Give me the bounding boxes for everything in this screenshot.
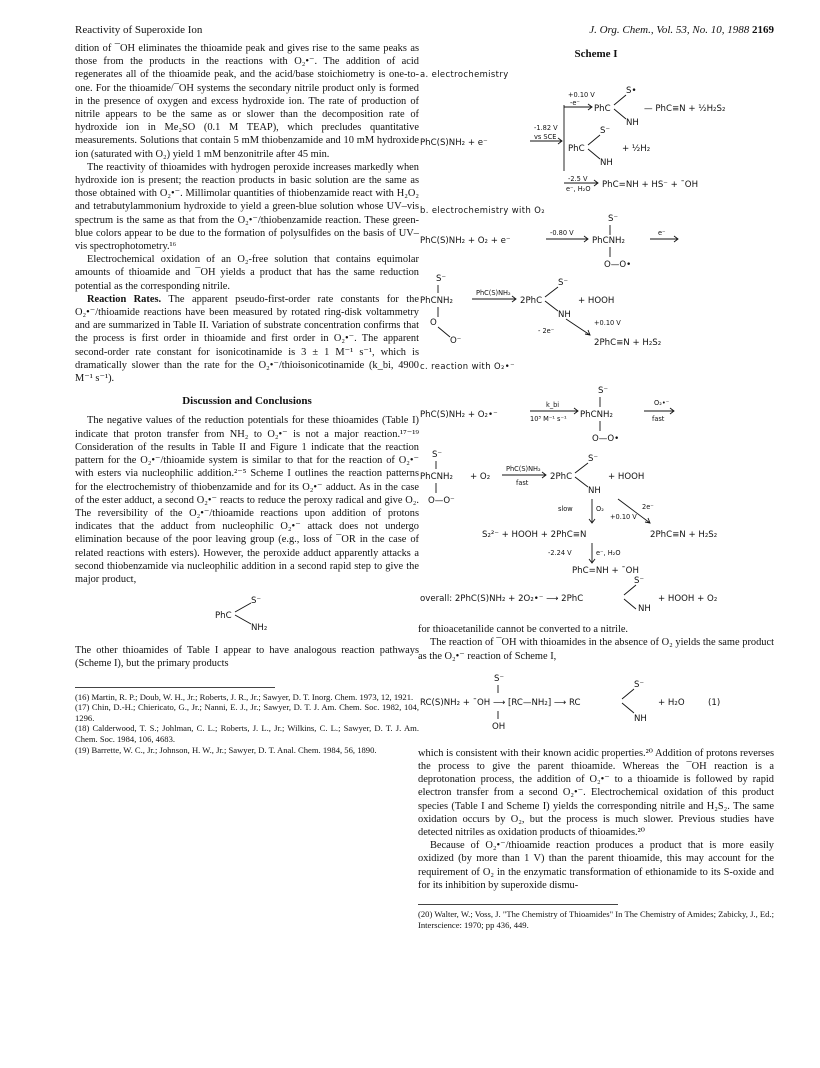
- footnote-rule: [75, 687, 275, 688]
- right-column: [418, 42, 774, 930]
- c-slow: slow: [558, 505, 573, 514]
- struct-label-s: S⁻: [558, 278, 568, 289]
- a-mid-product: + ½H₂: [622, 144, 651, 155]
- reactant-c: PhC(S)NH₂ + O₂•⁻: [420, 410, 498, 421]
- scheme-label-c: c. reaction with O₂•⁻: [420, 361, 515, 372]
- struct-label-s: S⁻: [432, 450, 442, 461]
- b-potential2: +0.10 V: [594, 319, 621, 328]
- journal-citation: [589, 24, 774, 36]
- thioamide-anion-structure: [187, 594, 307, 634]
- struct-label-nh: NH: [634, 713, 647, 724]
- paragraph: The reaction of ¯OH with thioamides in the absence of O₂ yields the same product as the O₂•⁻ reaction of Scheme I,: [418, 637, 774, 662]
- struct-label-nh: NH: [638, 604, 651, 612]
- overall-equation: overall: 2PhC(S)NH₂ + 2O₂•⁻ ⟶ 2PhC: [420, 594, 584, 605]
- a-top-product: — PhC≡N + ½H₂S₂: [644, 104, 726, 115]
- paragraph: Electrochemical oxidation of an O₂-free solution that contains equimolar amounts of thioamide and ¯OH yields a product that has the same reduction potential as the corresponding nitrile.: [75, 254, 419, 292]
- left-column: [75, 42, 419, 755]
- struct-label-nh: NH: [626, 118, 639, 129]
- c-potential2: -2.24 V: [548, 549, 572, 558]
- footnote: (19) Barrette, W. C., Jr.; Johnson, H. W., Jr.; Sawyer, D. T. Anal. Chem. 1984, 56, 1890.: [75, 744, 377, 755]
- scheme-label-b: b. electrochemistry with O₂: [420, 205, 545, 216]
- potential-a1: -1.82 V: [534, 124, 558, 133]
- potential-a1-ref: vs SCE: [534, 133, 557, 142]
- c-fast: fast: [652, 415, 665, 424]
- struct-label-phc: PhC: [568, 144, 585, 155]
- eq1-left: RC(S)NH₂ + ¯OH ⟶ [RC—NH₂] ⟶ RC: [420, 697, 581, 708]
- section-heading: Discussion and Conclusions: [182, 395, 312, 408]
- b-product1: 2PhC: [520, 296, 543, 307]
- b-reagent2: PhC(S)NH₂: [476, 289, 511, 298]
- b-electron: e⁻: [658, 229, 666, 238]
- b-peroxy-intermediate: PhCNH₂: [592, 236, 625, 247]
- c-potential2-reagents: e⁻, H₂O: [596, 549, 621, 558]
- c-reagent2: PhC(S)NH₂: [506, 465, 541, 474]
- footnote-rule: [418, 904, 618, 905]
- c-intermediate: PhCNH₂: [580, 410, 613, 421]
- paragraph-text: The apparent pseudo-first-order rate constants for the O₂•⁻/thioamide reactions have been measured by rotated ring-disk voltammetry and are summarized in Table II. Variation of substrate concentration confirms that the process is first order in thioamide and first order in O₂•⁻. The apparent second-order rate constant for isonicotinamide is 3 ± 1 M⁻¹ s⁻¹, which is dramatically slower than the rate for the O₂•⁻/thioisonicotinamide (k_bi, 4900 M⁻¹ s⁻¹).: [75, 293, 419, 385]
- struct-label-o: O: [430, 318, 437, 329]
- paragraph: for thioacetanilide cannot be converted to a nitrile.: [418, 624, 629, 636]
- b-hooh: + HOOH: [578, 296, 615, 307]
- c-2e: 2e⁻: [642, 503, 654, 512]
- c-o2: O₂•⁻: [654, 399, 670, 408]
- run-in-heading: Reaction Rates.: [87, 293, 162, 305]
- struct-label-s-radical: S•: [626, 86, 637, 97]
- b-product2: 2PhC≡N + H₂S₂: [594, 338, 662, 349]
- equation-1: [418, 669, 774, 739]
- struct-label-phc: PhC: [594, 104, 611, 115]
- k-bi-value: 10³ M⁻¹ s⁻¹: [530, 415, 567, 424]
- c-hooh: + HOOH: [608, 472, 645, 483]
- overall-tail: + HOOH + O₂: [658, 594, 718, 605]
- struct-label-s: S⁻: [598, 386, 608, 397]
- paragraph: [75, 293, 419, 385]
- reactant-b: PhC(S)NH₂ + O₂ + e⁻: [420, 236, 511, 247]
- c-product: 2PhC: [550, 472, 573, 483]
- eq1-right: + H₂O: [658, 697, 685, 708]
- struct-label-s: S⁻: [634, 679, 644, 690]
- equation-number: (1): [708, 697, 721, 708]
- c-imine: PhC=NH + ¯OH: [572, 566, 639, 577]
- potential-a3-reagents: e⁻, H₂O: [566, 185, 591, 194]
- struct-label-s: S⁻: [436, 274, 446, 285]
- c-potential: +0.10 V: [610, 513, 637, 522]
- struct-label-s: S⁻: [494, 673, 504, 684]
- struct-label-s: S⁻: [588, 454, 598, 465]
- paragraph: which is consistent with their known acidic properties.²⁰ Addition of protons reverses the process to give the parent thioamide. Whereas the ¯OH reaction is a deprotonation process, the addition of O₂•⁻ to a thioamide is followed by rapid electron transfer from a second O₂•⁻. Electrochemical oxidation of this product species (Table I and Scheme I) yields the corresponding nitrile and H₂S₂. The same oxidation occurs by O₂, but the process is much slower. Previous studies have detected nitriles as oxidation products of thioamides.²⁰: [418, 747, 774, 839]
- paragraph: The negative values of the reduction potentials for these thioamides (Table I) indicate that proton transfer from NH₂ to O₂•⁻ is not a major reaction.¹⁷⁻¹⁹ Consideration of the results in Table II and Figure 1 indicate that the reaction pattern for the O₂•⁻/thioamide system is similar to that for the reaction of O₂•⁻ with esters via nucleophilic addition.²⁻⁵ Scheme I outlines the reaction patterns for the electrochemistry of thiobenzamide and for its O₂•⁻ adduct. As in the case of the ester adduct, a second O₂•⁻ reacts to reduce the peroxy radical and give O₂. The reversibility of the O₂•⁻/thioamide reactions upon addition of protons indicates that the adduct from nucleophilic O₂•⁻ attack does not undergo elimination because of the poor leaving group (e.g., loss of ¯OR in the case of related reactions with esters). However, the peroxide adduct apparently attacks a second thiobenzamide via nucleophilic addition in a second rapid step to give the major product,: [75, 415, 419, 585]
- struct-label-peroxy-radical: O—O•: [604, 260, 632, 271]
- footnote: (17) Chin, D.-H.; Chiericato, G., Jr.; Nanni, E. J., Jr.; Sawyer, D. T. J. Am. Chem. Soc. 1982, 104, 1296.: [75, 702, 419, 723]
- paragraph: The other thioamides of Table I appear to have analogous reaction pathways (Scheme I), but the primary products: [75, 645, 419, 670]
- struct-label-peroxide: O—O⁻: [428, 496, 455, 507]
- scheme-title: Scheme I: [574, 48, 618, 60]
- paragraph: Because of O₂•⁻/thioamide reaction produces a product that is more easily oxidized (by more than 1 V) than the parent thioamide, this may account for the requirement of O₂ in the enzymatic transformation of ethionamide to its S-oxide and for its inhibition by superoxide dismu-: [418, 840, 774, 891]
- c-adduct: PhCNH₂: [420, 472, 453, 483]
- struct-label-o-minus: O⁻: [450, 336, 462, 347]
- footnote: (18) Calderwood, T. S.; Johlman, C. L.; Roberts, J. L., Jr.; Wilkins, C. L.; Sawyer, D. T. J. Am. Chem. Soc. 1984, 106, 4683.: [75, 723, 419, 744]
- footnote: (16) Martin, R. P.; Doub, W. H., Jr.; Roberts, J. R., Jr.; Sawyer, D. T. Inorg. Chem. 1973, 12, 1921.: [75, 691, 414, 702]
- b-peroxide-adduct: PhCNH₂: [420, 296, 453, 307]
- c-plus-o2: + O₂: [470, 472, 491, 483]
- struct-label-s: S⁻: [634, 576, 644, 587]
- c-fast2: fast: [516, 479, 529, 488]
- scheme-label-a: a. electrochemistry: [420, 69, 509, 80]
- struct-label-s: S⁻: [600, 126, 610, 137]
- struct-label-nh: NH: [558, 310, 571, 321]
- b-e2: - 2e⁻: [538, 327, 555, 336]
- a-bottom-product: PhC=NH + HS⁻ + ¯OH: [602, 180, 699, 191]
- footnote: (20) Walter, W.; Voss, J. "The Chemistry of Thioamides" In The Chemistry of Amides; Zabicky, J., Ed.; Interscience: 1970; pp 436, 449.: [418, 909, 774, 930]
- struct-label-oh: OH: [492, 721, 506, 732]
- c-bottom-right: 2PhC≡N + H₂S₂: [650, 530, 718, 541]
- struct-label-s: S⁻: [251, 596, 261, 607]
- paragraph: dition of ¯OH eliminates the thioamide peak and gives rise to the same peaks as those from the products in the reactions with O₂•⁻. The addition of acid regenerates all of the thioamide peak, and the acid/base stoichiometry is one-to-one. For the thioamide/¯OH systems the secondary nitrile product only is formed in the presence of oxygen and excess hydroxide ion. The rate of production of nitrile appears to be the same as or slower than the decomposition rate of hydroxide ion in Me₂SO (0.1 M TEAP), which precludes quantitative measurements. Solutions that contain 5 mM thiobenzamide and 10 mM hydroxide ion (saturated with O₂) yield 1 mM benzonitrile after 45 min.: [75, 43, 419, 160]
- struct-label-nh: NH: [588, 486, 601, 497]
- journal-name: J. Org. Chem., Vol. 53, No. 10, 1988: [589, 24, 750, 36]
- struct-label-s: S⁻: [608, 214, 618, 225]
- c-o2-label: O₂: [596, 505, 604, 514]
- running-title: Reactivity of Superoxide Ion: [75, 24, 203, 36]
- k-bi: k_bi: [546, 401, 560, 410]
- struct-label-nh2: NH₂: [251, 623, 268, 634]
- c-bottom-left: S₂²⁻ + HOOH + 2PhC≡N: [482, 530, 587, 541]
- paragraph: The reactivity of thioamides with hydrogen peroxide increases markedly when hydroxide ion is present; the reaction products in basic solution are the same as those obtained with O₂•⁻. Millimolar quantities of thiobenzamide react with H₂O₂ and tetrabutylammonium hydroxide to yield a green-blue solution whose UV–vis spectrum is the same as that from the O₂•⁻/thiobenzamide reaction. These green-blue colors appear to be due to the formation of polysulfides on the basis of UV–vis spectrophotometry.¹⁶: [75, 161, 419, 253]
- potential-a3: -2.5 V: [568, 175, 588, 184]
- potential-a2: +0.10 V: [568, 91, 595, 100]
- struct-label-phc: PhC: [215, 611, 232, 622]
- potential-b1: -0.80 V: [550, 229, 574, 238]
- potential-a2-e: -e⁻: [570, 99, 580, 108]
- struct-label-peroxy-radical: O—O•: [592, 434, 620, 445]
- scheme-diagram: [418, 63, 774, 611]
- reactant-a: PhC(S)NH₂ + e⁻: [420, 138, 488, 149]
- page-number: 2169: [752, 24, 774, 36]
- struct-label-nh: NH: [600, 158, 613, 169]
